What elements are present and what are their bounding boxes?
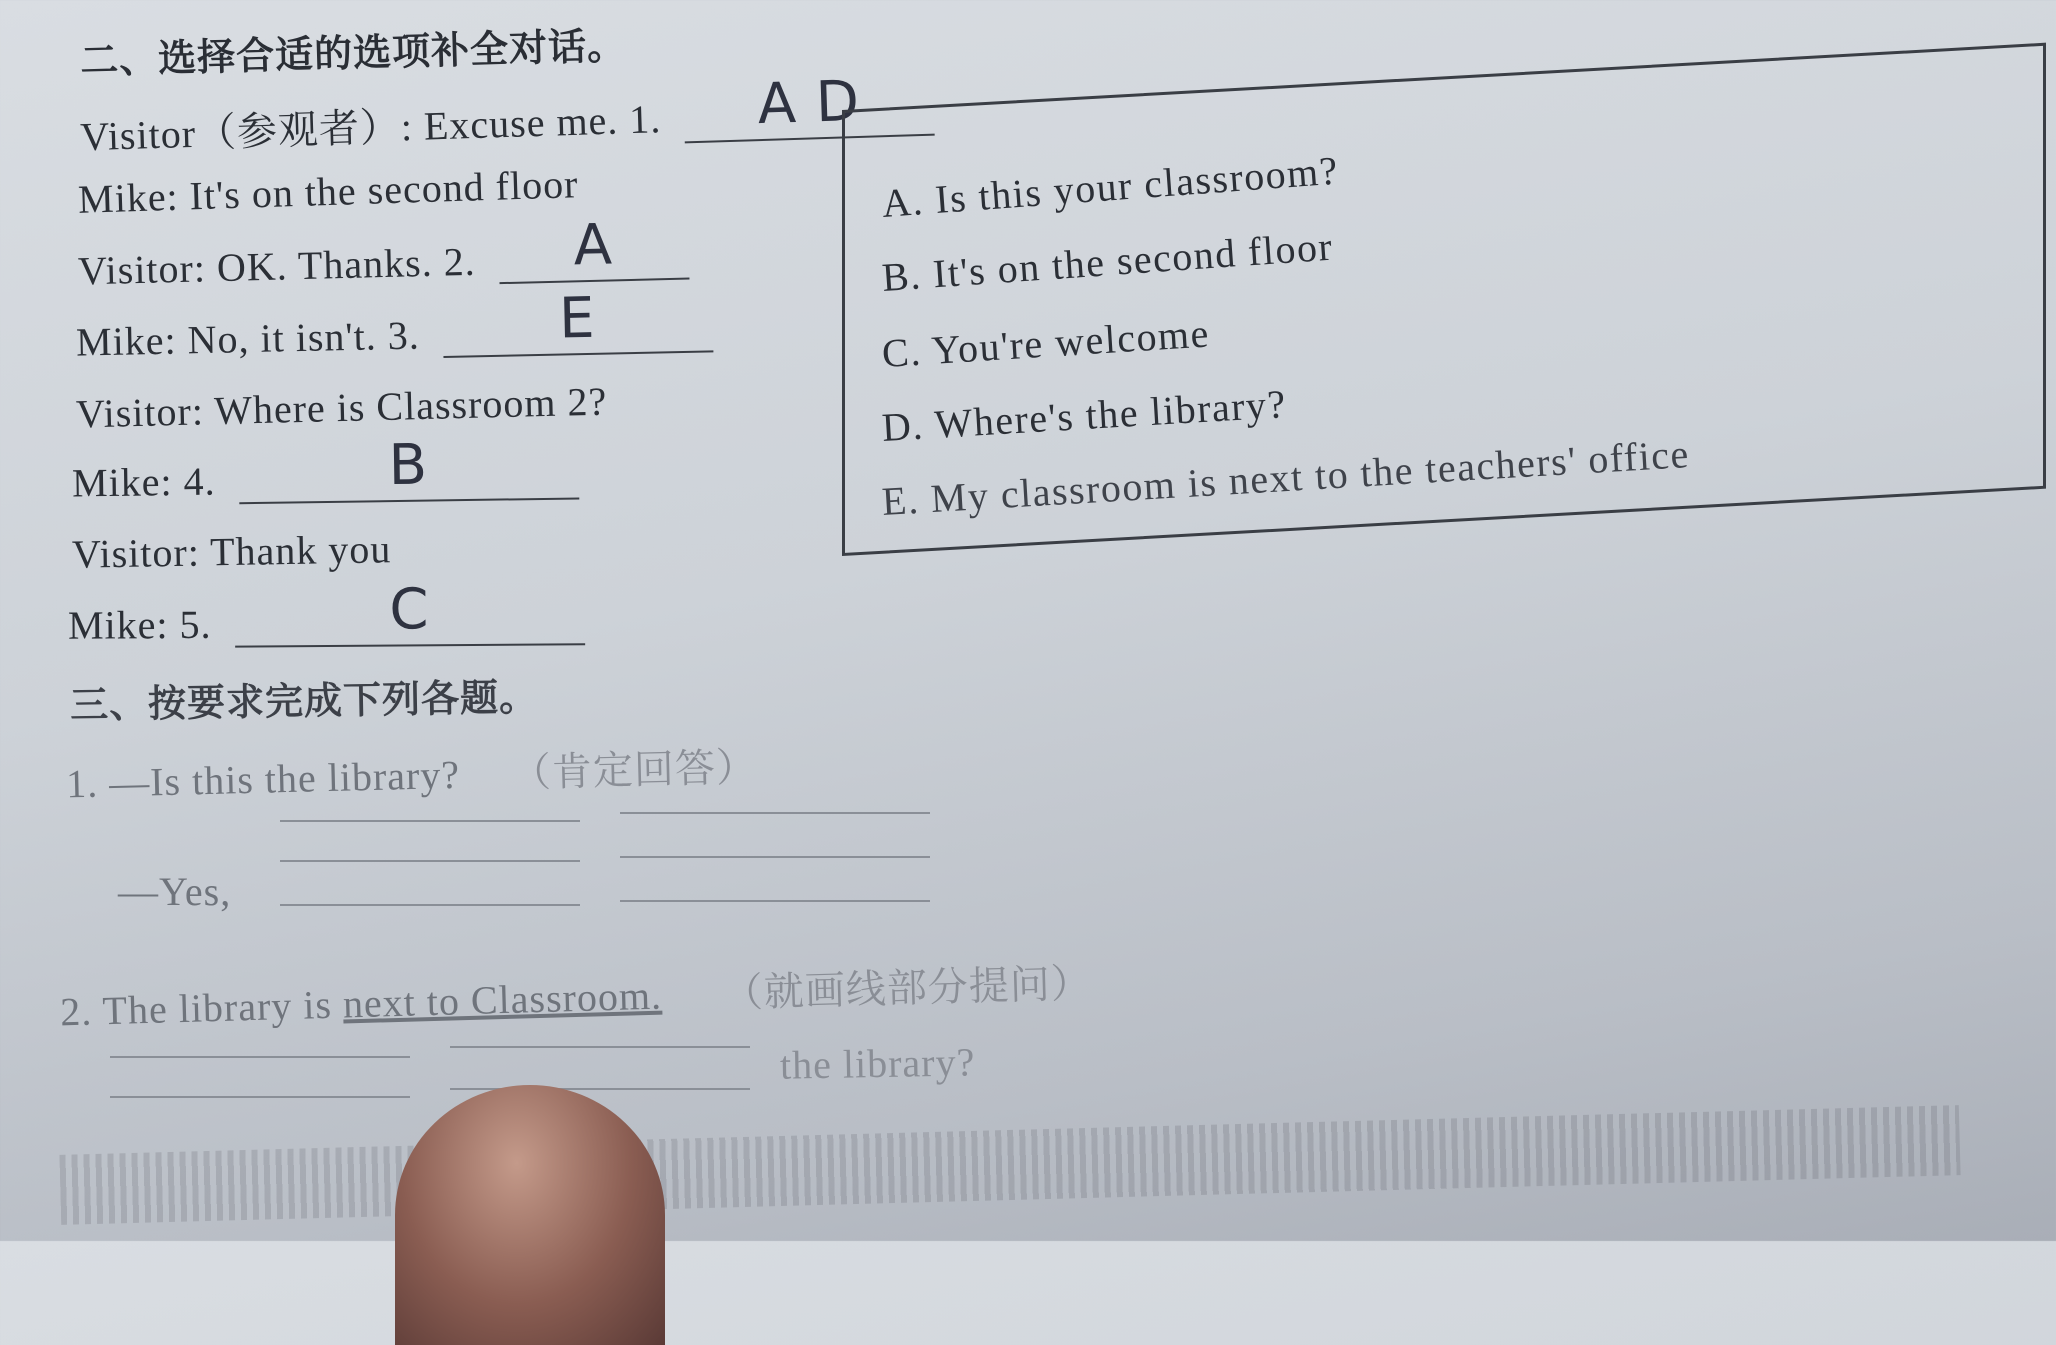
dialogue-line-7 bbox=[72, 525, 392, 578]
dialogue-line-3 bbox=[77, 212, 690, 295]
dialogue-line-1 bbox=[79, 68, 935, 163]
dialogue-line-4-text: Mike: No, it isn't. 3. bbox=[75, 312, 421, 365]
answer-blank-5[interactable] bbox=[234, 577, 584, 647]
bleed-through-text bbox=[59, 1105, 1960, 1225]
question-2 bbox=[59, 952, 1092, 1038]
question-1-answer-line-4[interactable] bbox=[620, 856, 930, 858]
dialogue-line-7-text: Visitor: Thank you bbox=[71, 526, 392, 577]
option-c: C. You're welcome bbox=[880, 310, 1211, 376]
answer-blank-4[interactable] bbox=[238, 432, 579, 504]
handwritten-answer-3: E bbox=[558, 285, 597, 352]
dialogue-line-1-text: Visitor（参观者）: Excuse me. 1. bbox=[79, 96, 662, 160]
section-3-heading: 三、按要求完成下列各题。 bbox=[69, 674, 539, 728]
section-2-heading: 二、选择合适的选项补全对话。 bbox=[79, 23, 627, 83]
option-e: E. My classroom is next to the teachers' office bbox=[880, 431, 1691, 524]
finger-thumb bbox=[395, 1085, 665, 1345]
question-1-answer-line-2[interactable] bbox=[620, 812, 930, 814]
dialogue-line-6 bbox=[71, 432, 579, 506]
question-1-text: 1. —Is this the library? bbox=[65, 751, 461, 807]
dialogue-line-5-text: Visitor: Where is Classroom 2? bbox=[75, 378, 608, 437]
handwritten-answer-5: C bbox=[389, 577, 430, 643]
option-a: A. Is this your classroom? bbox=[880, 147, 1341, 226]
dialogue-line-8 bbox=[67, 577, 585, 649]
question-2-answer-line-2[interactable] bbox=[450, 1046, 750, 1048]
question-1-reply-line-2[interactable] bbox=[620, 900, 930, 902]
handwritten-answer-2: A bbox=[572, 212, 614, 279]
handwritten-answer-1: A D bbox=[756, 68, 861, 138]
dialogue-line-2-text: Mike: It's on the second floor bbox=[77, 161, 580, 222]
question-2-underlined: next to Classroom. bbox=[342, 972, 663, 1027]
question-2-tail: the library? bbox=[779, 1039, 976, 1088]
question-1-hint: （肯定回答） bbox=[510, 744, 758, 796]
question-2-text: 2. The library is bbox=[59, 981, 344, 1035]
dialogue-line-3-text: Visitor: OK. Thanks. 2. bbox=[77, 238, 477, 294]
question-2-hint: （就画线部分提问） bbox=[722, 960, 1093, 1016]
question-1 bbox=[65, 736, 757, 810]
dialogue-line-8-text: Mike: 5. bbox=[67, 601, 212, 648]
option-b: B. It's on the second floor bbox=[880, 223, 1335, 300]
dialogue-line-4 bbox=[75, 285, 714, 365]
question-1-reply-text: —Yes, bbox=[118, 869, 232, 914]
dialogue-line-5 bbox=[76, 378, 608, 438]
question-1-answer-line-1[interactable] bbox=[280, 820, 580, 822]
question-1-answer-line-3[interactable] bbox=[280, 860, 580, 862]
dialogue-line-6-text: Mike: 4. bbox=[71, 458, 216, 506]
handwritten-answer-4: B bbox=[388, 432, 429, 499]
option-d: D. Where's the library? bbox=[880, 381, 1288, 450]
question-2-answer-line-3[interactable] bbox=[110, 1096, 410, 1098]
question-1-reply-line-1[interactable] bbox=[280, 904, 580, 906]
dialogue-line-2 bbox=[77, 160, 579, 223]
question-2-answer-line-1[interactable] bbox=[110, 1056, 410, 1058]
question-1-reply bbox=[118, 868, 231, 915]
answer-blank-2[interactable] bbox=[498, 212, 689, 285]
answer-blank-3[interactable] bbox=[442, 285, 713, 358]
